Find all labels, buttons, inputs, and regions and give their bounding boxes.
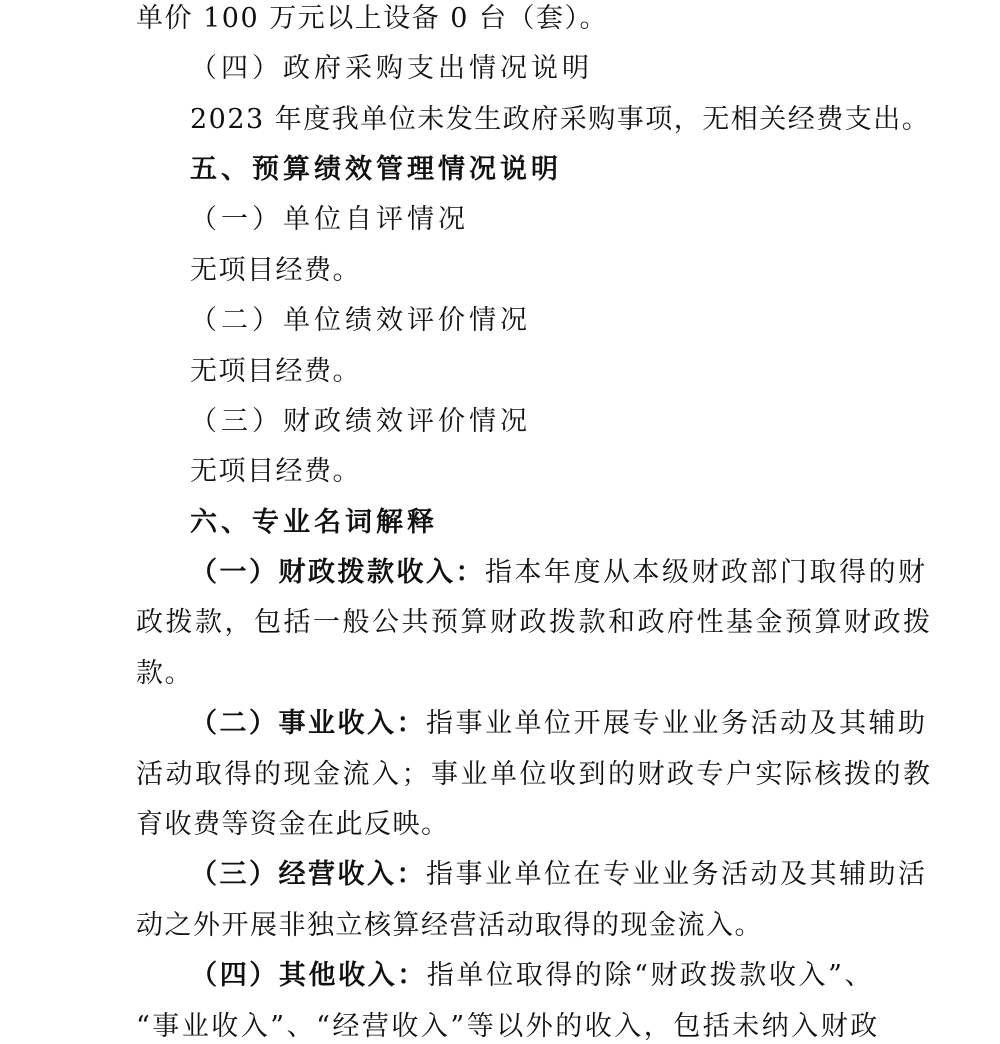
term-definition-line: 活动取得的现金流入；事业单位收到的财政专户实际核拨的教 bbox=[136, 759, 933, 790]
paragraph-text: 2023 年度我单位未发生政府采购事项，无相关经费支出。 bbox=[190, 104, 931, 135]
paragraph-text: 无项目经费。 bbox=[190, 456, 361, 487]
term-text: 指单位取得的除“财政拨款收入”、 bbox=[426, 960, 875, 991]
section-heading: 五、预算绩效管理情况说明 bbox=[190, 154, 562, 185]
section-heading: 六、专业名词解释 bbox=[190, 507, 438, 538]
paragraph-text: 单价 100 万元以上设备 0 台（套）。 bbox=[136, 3, 609, 34]
term-label: （四）其他收入： bbox=[190, 960, 427, 991]
term-text: 指本年度从本级财政部门取得的财 bbox=[485, 557, 928, 588]
term-definition-line: 育收费等资金在此反映。 bbox=[136, 809, 450, 840]
term-definition-line bbox=[136, 556, 928, 590]
term-definition-line: “事业收入”、“经营收入”等以外的收入，包括未纳入财政 bbox=[136, 1011, 880, 1042]
term-definition-line bbox=[136, 858, 928, 892]
term-label: （三）经营收入： bbox=[190, 859, 426, 890]
section-subheading: （四）政府采购支出情况说明 bbox=[190, 53, 593, 84]
section-subheading: （二）单位绩效评价情况 bbox=[190, 305, 531, 336]
term-text: 指事业单位开展专业业务活动及其辅助 bbox=[426, 708, 928, 739]
term-definition-line: 政拨款，包括一般公共预算财政拨款和政府性基金预算财政拨 bbox=[136, 607, 933, 638]
term-definition-line: 款。 bbox=[136, 658, 193, 689]
term-text: 指事业单位在专业业务活动及其辅助活 bbox=[426, 859, 928, 890]
term-label: （二）事业收入： bbox=[190, 708, 426, 739]
term-definition-line bbox=[136, 707, 928, 741]
term-definition-line: 动之外开展非独立核算经营活动取得的现金流入。 bbox=[136, 910, 763, 941]
term-definition-line bbox=[136, 959, 874, 993]
term-label: （一）财政拨款收入： bbox=[190, 557, 485, 588]
section-subheading: （一）单位自评情况 bbox=[190, 204, 469, 235]
paragraph-text: 无项目经费。 bbox=[190, 356, 361, 387]
section-subheading: （三）财政绩效评价情况 bbox=[190, 406, 531, 437]
paragraph-text: 无项目经费。 bbox=[190, 255, 361, 286]
